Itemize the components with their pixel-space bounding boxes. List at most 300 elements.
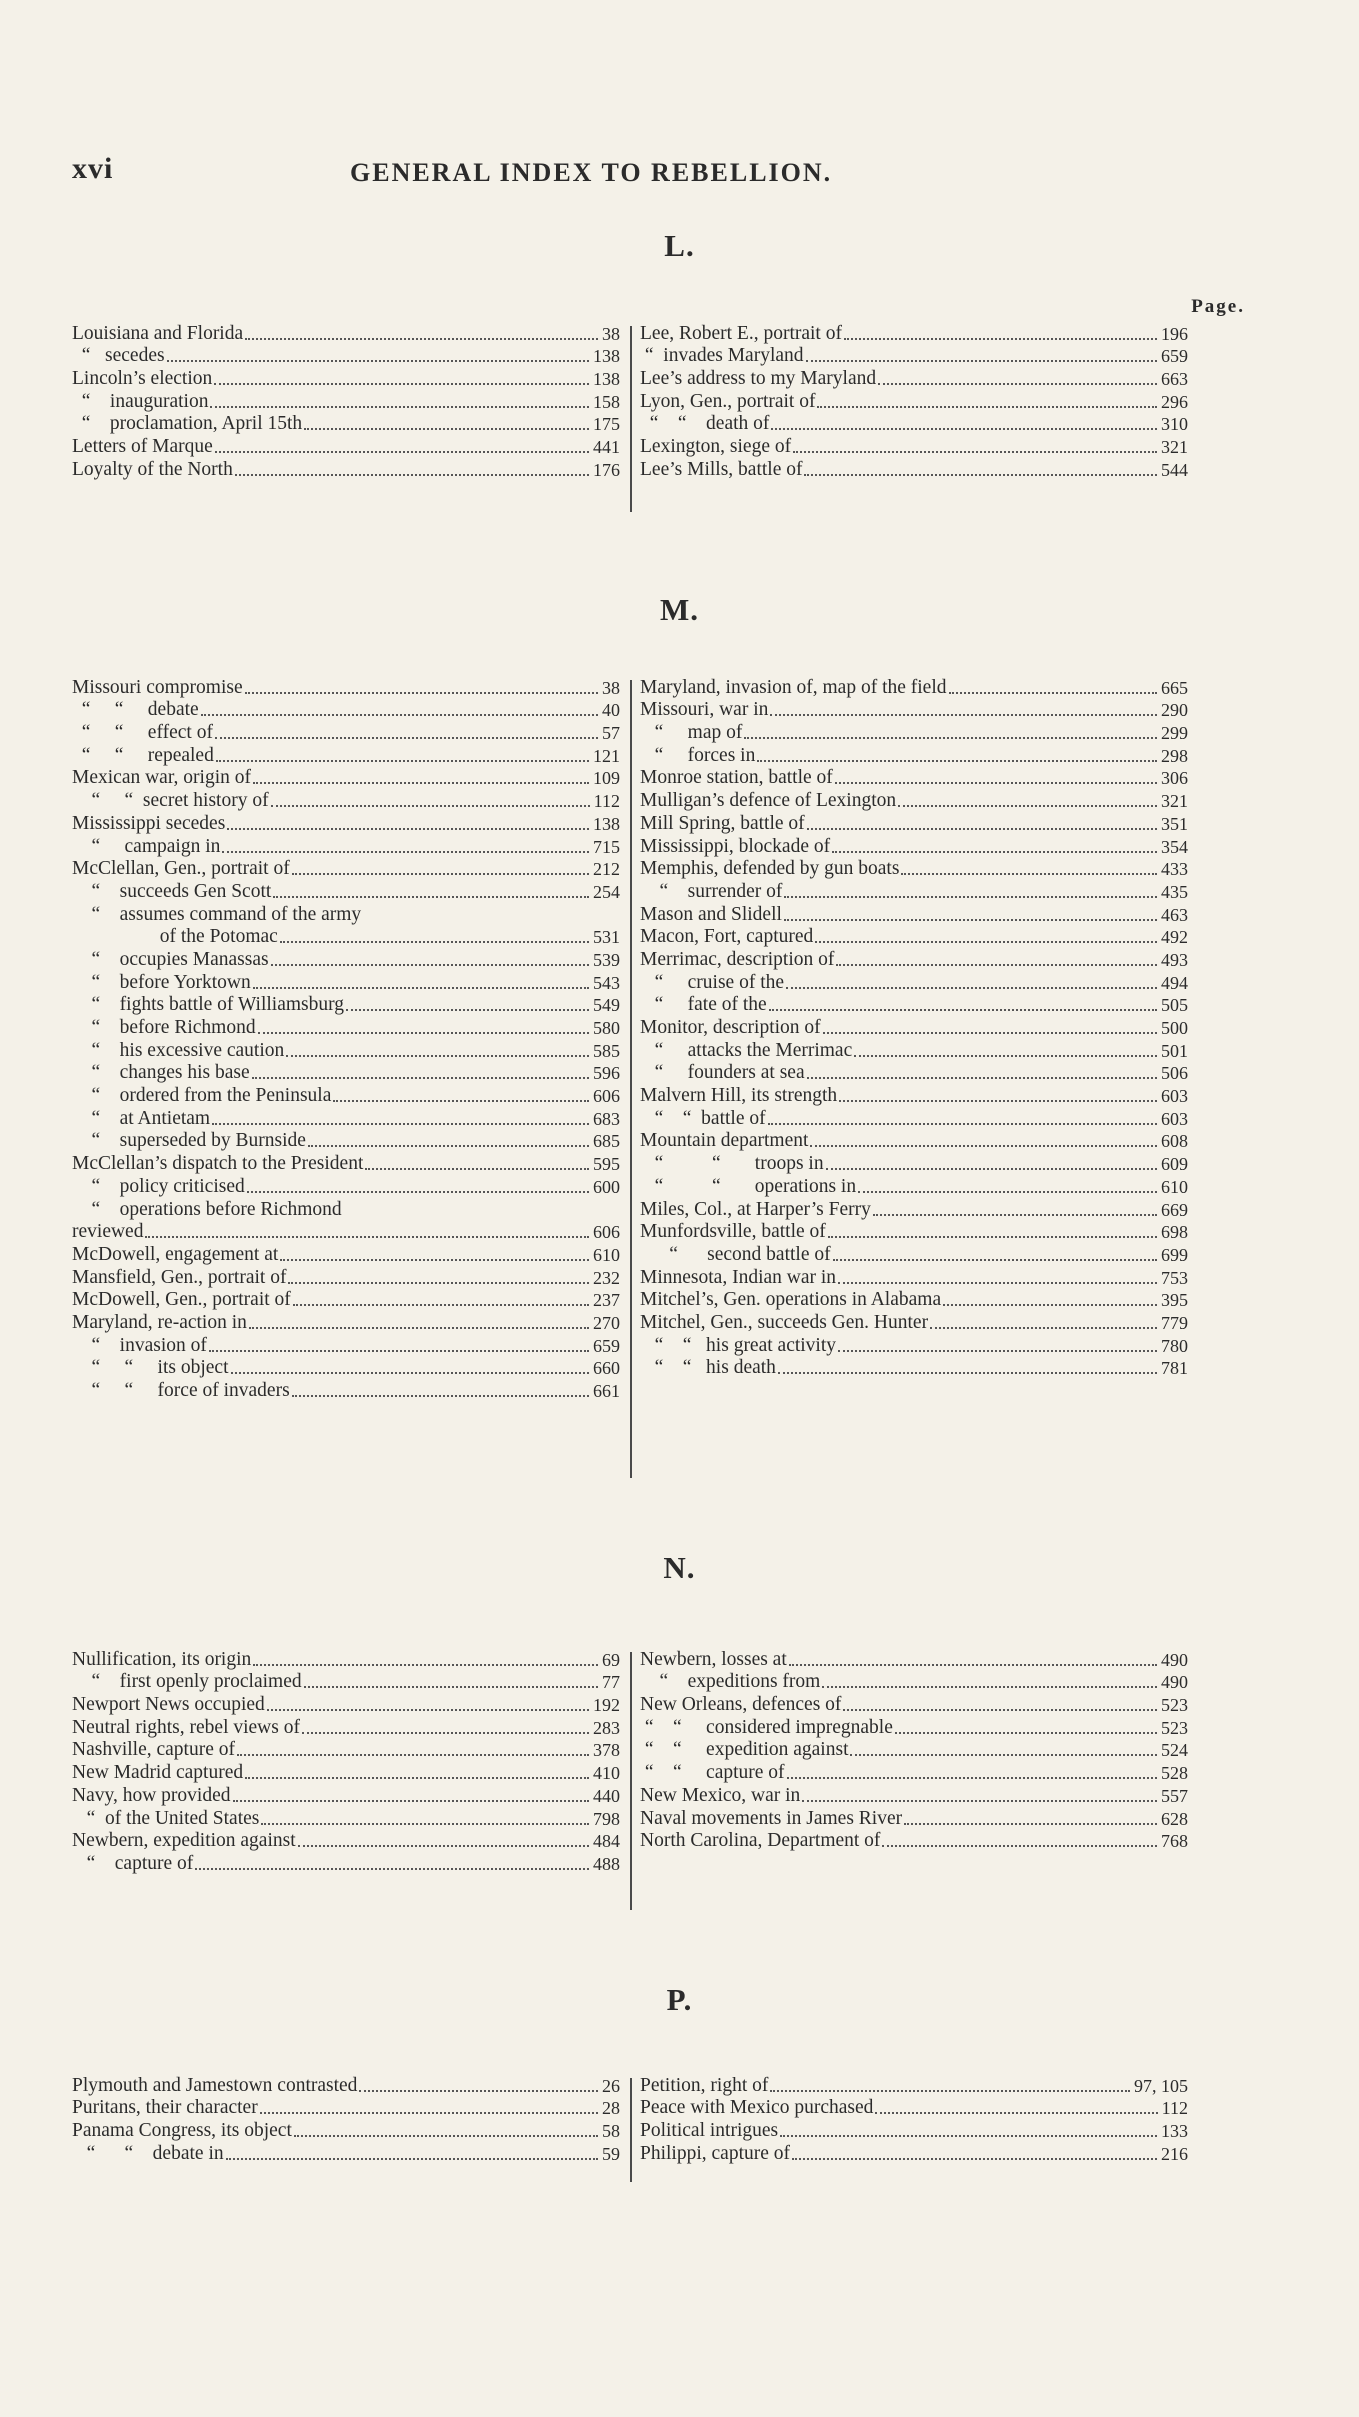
index-entry-page: 410: [593, 1763, 620, 1784]
index-entry: [640, 1198, 1188, 1221]
dot-leader: [810, 1145, 1157, 1147]
dot-leader: [253, 1664, 598, 1666]
index-entry: [640, 322, 1188, 345]
index-entry-page: 543: [593, 972, 620, 993]
dot-leader: [807, 828, 1157, 830]
index-entry: [72, 1671, 620, 1694]
index-entry: [640, 1311, 1188, 1334]
index-entry: [640, 1830, 1188, 1853]
index-entry-text: Maryland, re-action in: [72, 1311, 247, 1333]
index-entry: [72, 322, 620, 345]
index-entry: [72, 367, 620, 390]
dot-leader: [768, 1123, 1157, 1125]
index-entry: [72, 1198, 620, 1221]
index-entry-text: “ cruise of the: [640, 971, 785, 993]
index-entry-page: 494: [1161, 972, 1188, 993]
index-entry-page: 490: [1161, 1649, 1188, 1670]
index-entry-text: Mansfield, Gen., portrait of: [72, 1266, 287, 1288]
index-entry: [640, 1175, 1188, 1198]
index-entry-text: “ “ operations in: [640, 1175, 857, 1197]
index-entry: [640, 1807, 1188, 1830]
index-entry-page: 493: [1161, 949, 1188, 970]
index-entry: [72, 1716, 620, 1739]
index-entry-text: “ superseded by Burnside: [72, 1130, 306, 1152]
dot-leader: [838, 1350, 1157, 1352]
index-entry: [72, 676, 620, 699]
dot-leader: [227, 828, 589, 830]
index-entry: [72, 1761, 620, 1784]
dot-leader: [835, 782, 1157, 784]
index-entry-text: “ “ his great activity: [640, 1334, 837, 1356]
index-entry-text: “ “ expedition against: [640, 1739, 849, 1761]
index-entry-text: “ forces in: [640, 744, 756, 766]
dot-leader: [770, 714, 1157, 716]
index-entry-text: New Madrid captured: [72, 1762, 244, 1784]
dot-leader: [784, 919, 1157, 921]
index-entry-text: Lee’s address to my Maryland: [640, 368, 877, 390]
dot-leader: [786, 987, 1157, 989]
index-entry: [640, 858, 1188, 881]
dot-leader: [167, 360, 589, 362]
index-entry: [72, 413, 620, 436]
index-entry: [640, 1648, 1188, 1671]
dot-leader: [943, 1304, 1157, 1306]
index-entry-text: “ occupies Manassas: [72, 948, 269, 970]
index-entry: [72, 1266, 620, 1289]
index-entry-text: “ before Richmond: [72, 1017, 256, 1038]
dot-leader: [949, 692, 1157, 694]
index-entry-page: 715: [593, 836, 620, 857]
index-entry-page: 484: [593, 1831, 620, 1852]
index-entry-text: Nashville, capture of: [72, 1739, 235, 1761]
index-entry-text: Mississippi secedes: [72, 812, 226, 834]
index-entry: [640, 1693, 1188, 1716]
index-entry-page: 661: [593, 1381, 620, 1401]
index-entry-text: Munfordsville, battle of: [640, 1221, 826, 1243]
index-entry: [640, 1334, 1188, 1357]
index-entry-text: Letters of Marque: [72, 436, 213, 458]
index-entry-text: “ changes his base: [72, 1062, 250, 1084]
index-entry-text: “ policy criticised: [72, 1175, 245, 1197]
index-entry-page: 500: [1161, 1018, 1188, 1038]
index-entry-page: 440: [593, 1785, 620, 1806]
column-divider: [630, 326, 632, 512]
dot-leader: [878, 383, 1157, 385]
index-entry-text: “ attacks the Merrimac: [640, 1039, 853, 1061]
index-entry: [72, 1852, 620, 1875]
section-m-left-column: [72, 676, 620, 1402]
index-entry-page: 378: [593, 1740, 620, 1761]
dot-leader: [792, 2158, 1157, 2160]
index-entry: [72, 1830, 620, 1853]
index-entry-page: 753: [1161, 1267, 1188, 1288]
index-entry: [72, 1243, 620, 1266]
index-entry-page: 798: [593, 1808, 620, 1829]
index-entry-text: “ before Yorktown: [72, 971, 251, 993]
index-entry-page: 28: [602, 2098, 620, 2119]
index-entry: [640, 926, 1188, 949]
index-entry-text: “ his excessive caution: [72, 1039, 285, 1061]
index-entry-page: 528: [1161, 1763, 1188, 1784]
index-entry-text: “ proclamation, April 15th: [72, 413, 303, 435]
index-entry: [640, 789, 1188, 812]
index-entry-text: Mill Spring, battle of: [640, 812, 805, 834]
dot-leader: [267, 1709, 589, 1711]
index-entry-page: 669: [1161, 1199, 1188, 1220]
dot-leader: [261, 1823, 589, 1825]
index-entry-page: 600: [593, 1176, 620, 1197]
dot-leader: [209, 1350, 589, 1352]
index-entry-text: Navy, how provided: [72, 1784, 231, 1806]
index-entry: [72, 926, 620, 949]
dot-leader: [145, 1236, 589, 1238]
index-entry: [640, 699, 1188, 722]
index-entry-page: 133: [1161, 2121, 1188, 2142]
dot-leader: [235, 474, 589, 476]
index-entry-page: 77: [602, 1672, 620, 1693]
index-entry-text: Lincoln’s election: [72, 368, 213, 390]
index-entry: [640, 1761, 1188, 1784]
index-entry-page: 441: [593, 437, 620, 458]
index-entry: [640, 676, 1188, 699]
index-entry-text: North Carolina, Department of: [640, 1830, 881, 1852]
index-entry-page: 40: [602, 700, 620, 721]
index-entry: [640, 390, 1188, 413]
index-entry-page: 610: [593, 1244, 620, 1265]
dot-leader: [253, 782, 589, 784]
index-entry-text: Panama Congress, its object: [72, 2120, 292, 2142]
index-entry-text: “ invades Maryland: [640, 345, 804, 367]
index-entry: [72, 744, 620, 767]
index-entry-text: “ surrender of: [640, 880, 783, 902]
index-entry-page: 112: [1161, 2098, 1188, 2119]
index-entry-page: 254: [593, 881, 620, 902]
dot-leader: [216, 760, 589, 762]
index-entry: [640, 367, 1188, 390]
column-divider: [630, 680, 632, 1478]
index-entry-text: Monroe station, battle of: [640, 767, 833, 789]
dot-leader: [273, 896, 589, 898]
index-entry-page: 699: [1161, 1244, 1188, 1265]
index-entry-page: 38: [602, 677, 620, 698]
dot-leader: [215, 451, 589, 453]
dot-leader: [904, 1823, 1157, 1825]
column-divider: [630, 2078, 632, 2182]
index-entry: [640, 1266, 1188, 1289]
dot-leader: [804, 474, 1157, 476]
section-m-right-column: [640, 676, 1188, 1379]
index-entry-text: “ expeditions from: [640, 1671, 821, 1693]
index-entry-page: 435: [1161, 881, 1188, 902]
dot-leader: [875, 2112, 1157, 2114]
index-entry: [640, 2074, 1188, 2097]
index-entry-text: McDowell, engagement at: [72, 1243, 279, 1265]
index-entry-text: Neutral rights, rebel views of: [72, 1716, 300, 1738]
index-entry-text: “ capture of: [72, 1852, 194, 1874]
dot-leader: [333, 1100, 589, 1102]
index-entry: [640, 2142, 1188, 2165]
index-entry: [640, 345, 1188, 368]
index-entry-text: Lyon, Gen., portrait of: [640, 390, 816, 412]
index-entry-page: 524: [1161, 1740, 1188, 1761]
index-entry: [640, 744, 1188, 767]
index-entry-text: Mason and Slidell: [640, 903, 782, 925]
index-entry-page: 138: [593, 813, 620, 834]
index-entry-text: “ founders at sea: [640, 1062, 805, 1084]
index-entry: [72, 1062, 620, 1085]
index-entry-page: 698: [1161, 1222, 1188, 1243]
dot-leader: [771, 428, 1157, 430]
dot-leader: [292, 873, 589, 875]
dot-leader: [226, 2158, 598, 2160]
index-entry-text: “ “ secret history of: [72, 790, 269, 812]
index-entry: [72, 1784, 620, 1807]
dot-leader: [304, 1686, 598, 1688]
dot-leader: [245, 1777, 589, 1779]
dot-leader: [898, 805, 1157, 807]
dot-leader: [778, 1372, 1157, 1374]
index-entry-text: Minnesota, Indian war in: [640, 1266, 837, 1288]
index-entry: [72, 699, 620, 722]
index-entry: [640, 1084, 1188, 1107]
index-entry: [640, 413, 1188, 436]
index-entry-text: “ “ capture of: [640, 1762, 785, 1784]
dot-leader: [895, 1732, 1157, 1734]
dot-leader: [744, 737, 1157, 739]
dot-leader: [231, 1372, 589, 1374]
index-entry: [640, 1062, 1188, 1085]
index-entry-text: Lee, Robert E., portrait of: [640, 322, 842, 344]
index-entry-page: 608: [1161, 1131, 1188, 1152]
index-entry: [640, 2097, 1188, 2120]
index-entry: [640, 435, 1188, 458]
index-entry-text: Missouri compromise: [72, 676, 243, 698]
index-entry: [72, 1152, 620, 1175]
index-entry-page: 492: [1161, 927, 1188, 948]
index-entry-page: 433: [1161, 859, 1188, 880]
index-entry-page: 683: [593, 1108, 620, 1129]
index-entry-text: Petition, right of: [640, 2074, 769, 2096]
index-entry-page: 59: [602, 2143, 620, 2164]
index-entry-text: “ “ effect of: [72, 722, 213, 744]
dot-leader: [832, 851, 1157, 853]
index-entry-page: 395: [1161, 1290, 1188, 1311]
index-entry-text: “ “ battle of: [640, 1107, 766, 1129]
index-entry-text: Lee’s Mills, battle of: [640, 458, 803, 480]
index-entry: [72, 390, 620, 413]
section-l-left-column: [72, 322, 620, 481]
index-entry-page: 628: [1161, 1808, 1188, 1829]
index-entry: [640, 1221, 1188, 1244]
dot-leader: [212, 1123, 589, 1125]
section-n-right-column: [640, 1648, 1188, 1852]
dot-leader: [850, 1754, 1157, 1756]
index-entry-page: 26: [602, 2075, 620, 2096]
dot-leader: [844, 338, 1157, 340]
index-entry-page: 138: [593, 369, 620, 390]
dot-leader: [214, 383, 589, 385]
section-letter-n: N.: [663, 1550, 696, 1585]
index-entry-text: “ “ debate in: [72, 2142, 224, 2164]
index-entry-text: “ second battle of: [640, 1243, 831, 1265]
dot-leader: [836, 964, 1157, 966]
dot-leader: [271, 964, 589, 966]
dot-leader: [793, 451, 1157, 453]
index-entry-text: Macon, Fort, captured: [640, 926, 814, 948]
dot-leader: [308, 1145, 589, 1147]
index-entry-text: “ secedes: [72, 345, 165, 367]
index-entry-page: 606: [593, 1086, 620, 1107]
dot-leader: [233, 1800, 590, 1802]
index-entry-text: Malvern Hill, its strength: [640, 1085, 838, 1107]
index-entry-page: 354: [1161, 836, 1188, 857]
index-entry-page: 69: [602, 1649, 620, 1670]
index-entry-page: 781: [1161, 1358, 1188, 1379]
dot-leader: [802, 1800, 1157, 1802]
section-p-right-column: [640, 2074, 1188, 2165]
index-entry: [640, 2119, 1188, 2142]
index-entry-text: Newport News occupied: [72, 1694, 265, 1716]
dot-leader: [280, 941, 589, 943]
index-entry: [72, 1693, 620, 1716]
index-entry-text: Lexington, siege of: [640, 436, 792, 458]
index-entry-page: 768: [1161, 1831, 1188, 1852]
dot-leader: [858, 1191, 1157, 1193]
section-p-left-column: [72, 2074, 620, 2165]
index-entry-page: 779: [1161, 1312, 1188, 1333]
index-entry-text: “ “ his death: [640, 1357, 776, 1379]
index-entry-page: 158: [593, 391, 620, 412]
index-entry-page: 596: [593, 1063, 620, 1084]
index-entry-page: 121: [593, 745, 620, 766]
dot-leader: [245, 338, 598, 340]
index-entry-page: 138: [593, 346, 620, 367]
index-entry-page: 321: [1161, 791, 1188, 812]
index-entry: [640, 767, 1188, 790]
index-entry-page: 196: [1161, 323, 1188, 344]
index-entry-text: “ “ considered impregnable: [640, 1716, 893, 1738]
index-entry-text: Newbern, losses at: [640, 1648, 787, 1670]
index-entry-page: 659: [1161, 346, 1188, 367]
dot-leader: [304, 428, 589, 430]
dot-leader: [365, 1168, 589, 1170]
index-entry-page: 97, 105: [1134, 2075, 1188, 2096]
index-entry: [72, 721, 620, 744]
index-entry-text: “ invasion of: [72, 1334, 207, 1356]
index-entry: [72, 880, 620, 903]
index-entry-page: 216: [1161, 2143, 1188, 2164]
section-letter-p: P.: [666, 1982, 693, 2017]
dot-leader: [807, 1077, 1157, 1079]
index-entry: [72, 2119, 620, 2142]
index-entry: [72, 1175, 620, 1198]
index-entry-text: Naval movements in James River: [640, 1807, 903, 1829]
index-entry-page: 270: [593, 1312, 620, 1333]
dot-leader: [359, 2090, 598, 2092]
dot-leader: [249, 1327, 589, 1329]
index-entry-page: 176: [593, 459, 620, 480]
index-entry: [72, 835, 620, 858]
index-entry-page: 557: [1161, 1785, 1188, 1806]
dot-leader: [787, 1777, 1157, 1779]
dot-leader: [839, 1100, 1157, 1102]
index-entry-text: “ at Antietam: [72, 1107, 211, 1129]
index-entry: [640, 835, 1188, 858]
index-entry-page: 175: [593, 414, 620, 435]
index-entry-page: 506: [1161, 1063, 1188, 1084]
dot-leader: [195, 1868, 589, 1870]
index-entry: [640, 971, 1188, 994]
column-divider: [630, 1652, 632, 1910]
dot-leader: [769, 1009, 1157, 1011]
index-entry: [72, 2142, 620, 2165]
index-entry-page: 505: [1161, 995, 1188, 1016]
index-entry: [640, 1130, 1188, 1153]
index-entry-text: “ inauguration: [72, 390, 209, 412]
index-entry: [72, 948, 620, 971]
index-entry-text: New Mexico, war in: [640, 1784, 801, 1806]
section-n-left-column: [72, 1648, 620, 1875]
index-entry-text: Monitor, description of: [640, 1017, 821, 1038]
index-entry-text: of the Potomac: [72, 926, 278, 948]
dot-leader: [838, 1282, 1157, 1284]
index-entry-page: 232: [593, 1267, 620, 1288]
dot-leader: [784, 896, 1157, 898]
index-entry-page: 463: [1161, 904, 1188, 925]
index-entry-text: McDowell, Gen., portrait of: [72, 1289, 291, 1311]
section-letter-l: L.: [664, 228, 695, 263]
section-letter-m: M.: [659, 592, 699, 627]
dot-leader: [806, 360, 1157, 362]
index-entry: [72, 903, 620, 926]
index-entry-page: 780: [1161, 1335, 1188, 1356]
dot-leader: [245, 692, 598, 694]
index-entry-page: 490: [1161, 1672, 1188, 1693]
index-entry-text: “ “ repealed: [72, 744, 214, 766]
index-entry-page: 38: [602, 323, 620, 344]
index-entry: [640, 1784, 1188, 1807]
index-entry: [72, 345, 620, 368]
index-entry: [72, 767, 620, 790]
index-entry: [72, 1084, 620, 1107]
index-entry: [72, 858, 620, 881]
dot-leader: [280, 1259, 589, 1261]
index-entry: [640, 994, 1188, 1017]
dot-leader: [293, 1304, 589, 1306]
dot-leader: [843, 1709, 1157, 1711]
dot-leader: [780, 2135, 1157, 2137]
index-entry-text: Nullification, its origin: [72, 1648, 252, 1670]
index-entry: [72, 458, 620, 481]
index-entry: [72, 2074, 620, 2097]
index-entry-text: “ map of: [640, 722, 743, 744]
index-entry: [640, 880, 1188, 903]
index-entry-text: “ fate of the: [640, 994, 767, 1016]
dot-leader: [817, 406, 1157, 408]
index-entry: [72, 1334, 620, 1357]
index-entry-page: 603: [1161, 1108, 1188, 1129]
index-entry: [640, 1243, 1188, 1266]
dot-leader: [930, 1327, 1157, 1329]
index-entry-text: “ “ death of: [640, 413, 770, 435]
index-entry-text: Miles, Col., at Harper’s Ferry: [640, 1198, 871, 1220]
dot-leader: [292, 1395, 589, 1397]
index-entry-text: New Orleans, defences of: [640, 1694, 842, 1716]
dot-leader: [882, 1845, 1157, 1847]
index-entry: [72, 1016, 620, 1039]
index-entry-page: 310: [1161, 414, 1188, 435]
index-entry: [72, 1311, 620, 1334]
